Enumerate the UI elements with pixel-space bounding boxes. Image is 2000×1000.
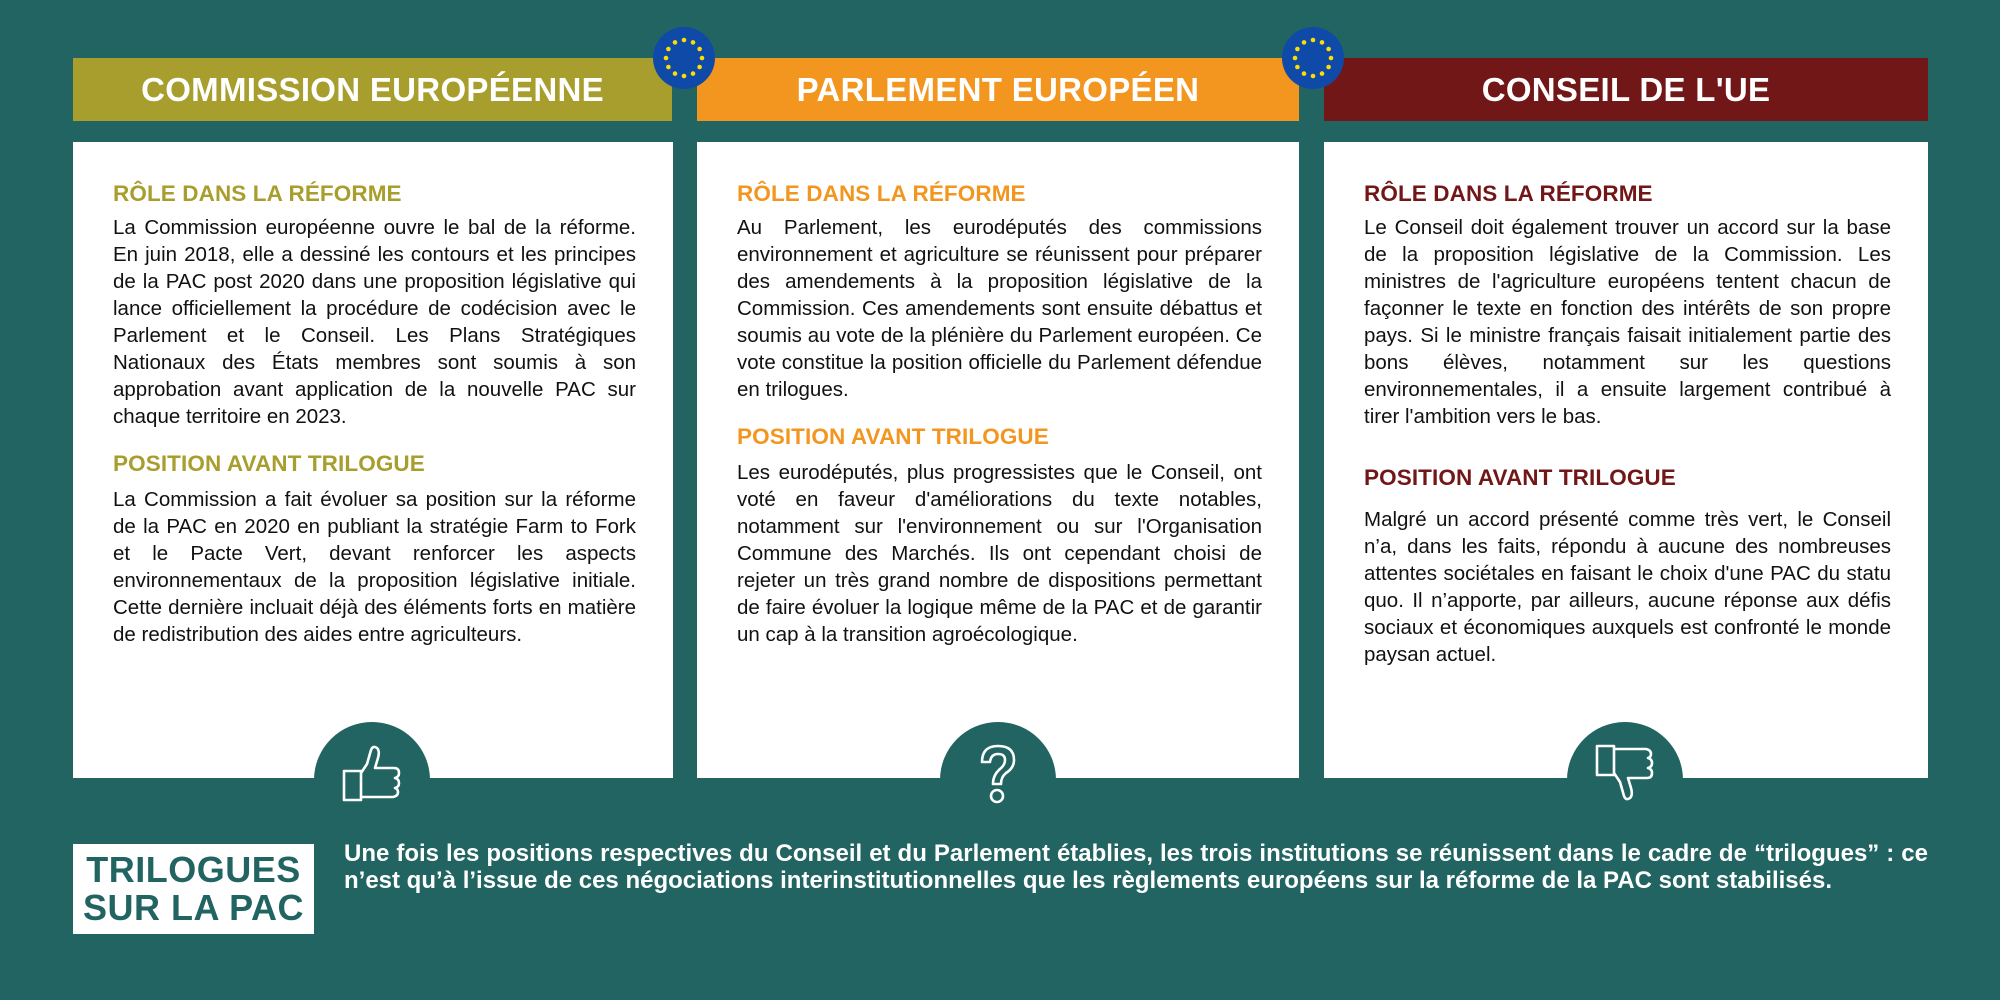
header-conseil-title: CONSEIL DE L'UE [1481, 70, 1771, 108]
badge-parlement [940, 722, 1056, 838]
role-title: RÔLE DANS LA RÉFORME [737, 181, 1026, 206]
position-title: POSITION AVANT TRILOGUE [113, 451, 425, 476]
header-conseil [1324, 58, 1928, 121]
thumbs-up-icon [342, 742, 402, 806]
position-text: Malgré un accord présenté comme très vert, le Conseil n’a, dans les faits, répondu à aucune des nombreuses attentes sociétales en faisant le choix d'une PAC du statu quo. Il n’apporte, par ailleurs, aucune réponse aux défis sociaux et économiques auxquels est confronté le monde paysan actuel. [1364, 508, 1891, 666]
header-parlement-title: PARLEMENT EUROPÉEN [796, 70, 1200, 108]
role-text: La Commission européenne ouvre le bal de la réforme. En juin 2018, elle a dessiné les contours et les principes de la PAC post 2020 dans une proposition législative qui lance officiellement la procédure de codécision avec le Parlement et le Conseil. Les Plans Stratégiques Nationaux des États membres sont soumis à son approbation avant application de la nouvelle PAC sur chaque territoire en 2023. [113, 216, 636, 428]
eu-flag-icon [653, 27, 715, 89]
trilogues-label-line1: TRILOGUES [86, 849, 301, 890]
panel-parlement [697, 142, 1299, 778]
position-title: POSITION AVANT TRILOGUE [737, 424, 1049, 449]
position-text: La Commission a fait évoluer sa position sur la réforme de la PAC en 2020 en publiant la stratégie Farm to Fork et le Pacte Vert, devant renforcer les aspects environnementaux de la proposition législative initiale. Cette dernière incluait déjà des éléments forts en matière de redistribution des aides entre agriculteurs. [113, 488, 636, 646]
role-text: Le Conseil doit également trouver un accord sur la base de la proposition législative de la Commission. Les ministres de l'agriculture européens tentent chacun de façonner le texte en fonction des intérêts de son propre pays. Si le ministre français faisait initialement partie des bons élèves, notamment sur les questions environnementales, il a ensuite largement contribué à tirer l'ambition vers le bas. [1364, 216, 1891, 428]
panel-conseil [1324, 142, 1928, 778]
trilogues-label [73, 844, 314, 934]
thumbs-down-icon [1595, 742, 1655, 806]
role-title: RÔLE DANS LA RÉFORME [113, 181, 402, 206]
position-title: POSITION AVANT TRILOGUE [1364, 465, 1676, 490]
trilogues-description: Une fois les positions respectives du Conseil et du Parlement établies, les trois institutions se réunissent dans le cadre de “trilogues” : ce n’est qu’à l’issue de ces négociations interinstitutionnelles que les règlements européens sur la réforme de la PAC sont stabilisés. [344, 840, 1928, 894]
header-commission-title: COMMISSION EUROPÉENNE [141, 70, 604, 108]
header-parlement [697, 58, 1299, 121]
position-text: Les eurodéputés, plus progressistes que le Conseil, ont voté en faveur d'améliorations du texte notables, notamment sur l'environnement ou sur l'Organisation Commune des Marchés. Ils ont cependant choisi de rejeter un très grand nombre de dispositions permettant de faire évoluer la logique même de la PAC et de garantir un cap à la transition agroécologique. [737, 461, 1262, 646]
badge-conseil [1567, 722, 1683, 838]
trilogues-label-line2: SUR LA PAC [83, 887, 304, 928]
question-mark-icon [968, 742, 1028, 806]
eu-flag-icon [1282, 27, 1344, 89]
role-text: Au Parlement, les eurodéputés des commissions environnement et agriculture se réunissent pour préparer des amendements à la proposition législative de la Commission. Ces amendements sont ensuite débattus et soumis au vote de la plénière du Parlement européen. Ce vote constitue la position officielle du Parlement défendue en trilogues. [737, 216, 1262, 401]
header-commission [73, 58, 672, 121]
panel-commission [73, 142, 673, 778]
role-title: RÔLE DANS LA RÉFORME [1364, 181, 1653, 206]
badge-commission [314, 722, 430, 838]
